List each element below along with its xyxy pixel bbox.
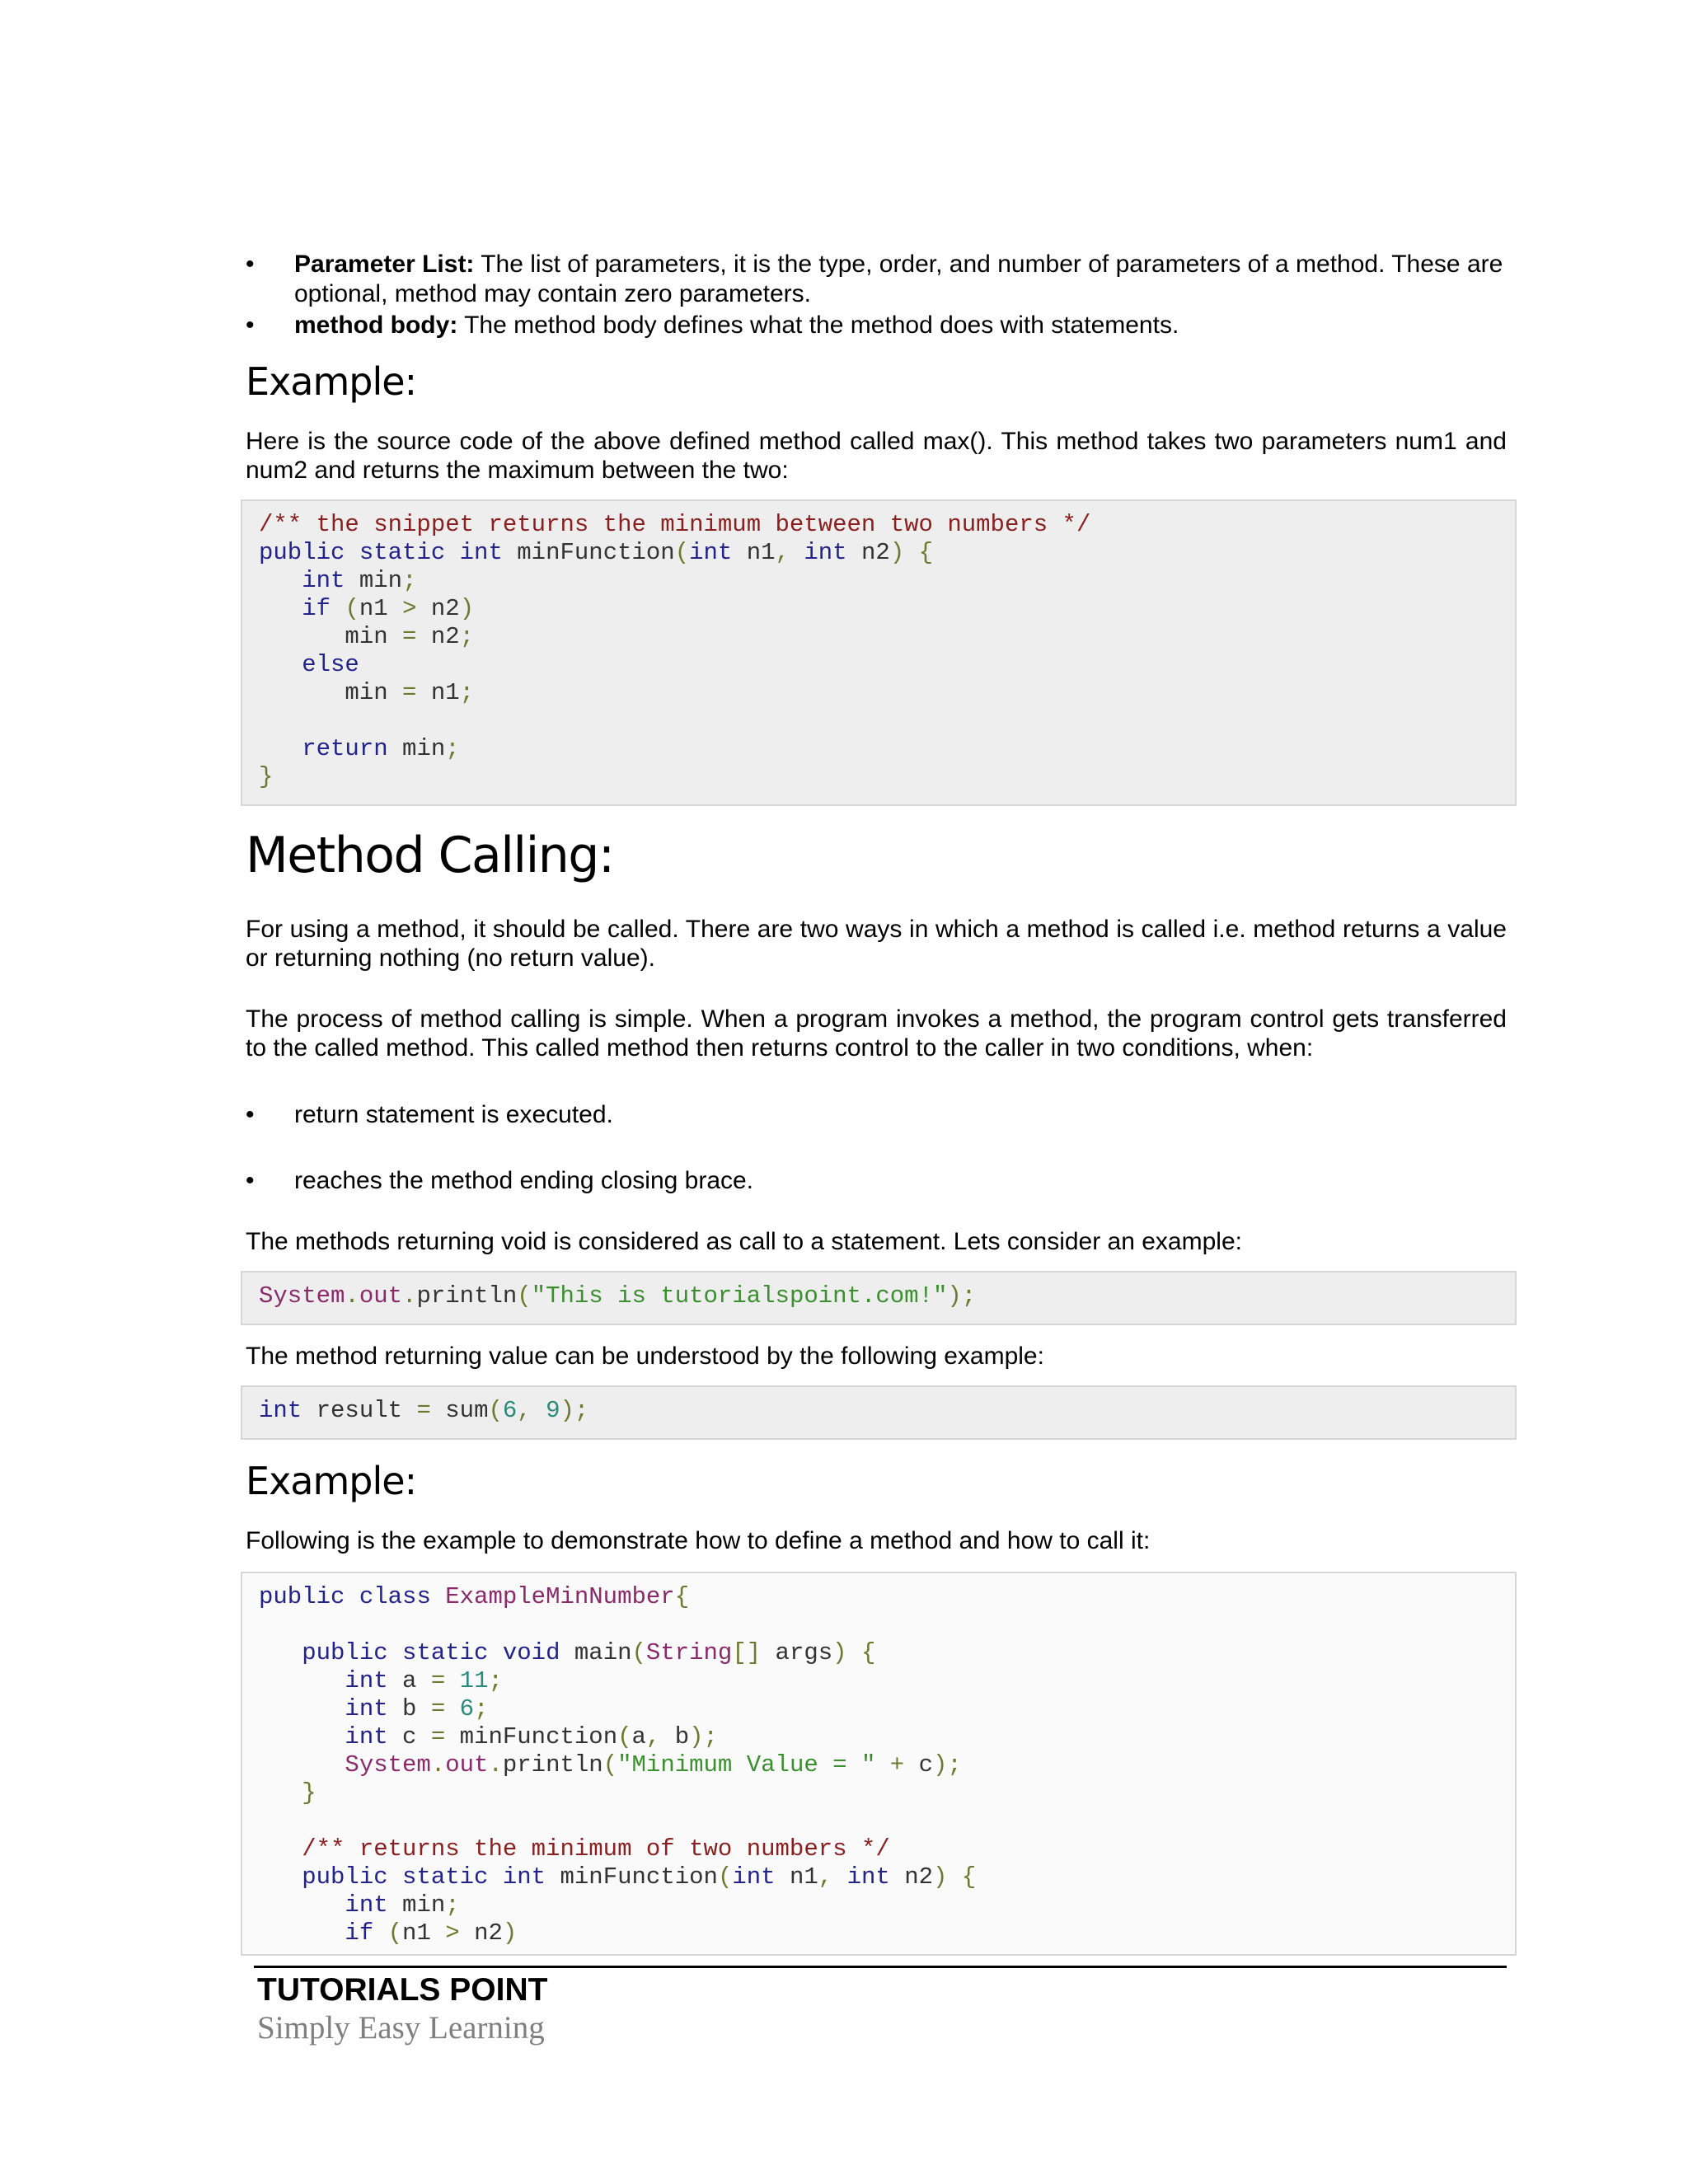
section-heading: Example: xyxy=(246,1459,417,1503)
code-line: /** the snippet returns the minimum between two numbers */ xyxy=(259,511,1091,538)
code-line: public static int minFunction(int n1, int n2) { xyxy=(259,539,934,566)
code-block xyxy=(241,499,1517,806)
footer-divider xyxy=(254,1966,1507,1968)
code-line xyxy=(259,707,1515,735)
bullet-term: method body: xyxy=(294,312,458,339)
code-block xyxy=(241,1271,1517,1325)
code-line: System.out.println("Minimum Value = " + c); xyxy=(345,1751,962,1779)
bullet-text: reaches the method ending closing brace. xyxy=(294,1167,754,1194)
code-line: } xyxy=(302,1779,316,1807)
list-item xyxy=(0,1100,1688,1130)
bullet-icon: • xyxy=(246,251,255,278)
code-line: int b = 6; xyxy=(345,1695,489,1722)
section-heading: Example: xyxy=(246,359,417,404)
paragraph: Here is the source code of the above defined method called max(). This method takes two parameters num1 and num2 and returns the maximum between the two: xyxy=(246,428,1507,484)
code-line: System.out.println("This is tutorialspoint.com!"); xyxy=(259,1282,977,1310)
paragraph: The process of method calling is simple. When a program invokes a method, the program control gets transferred to the called method. This called method then returns control to the caller in two conditions, when: xyxy=(246,1005,1507,1062)
footer-brand: TUTORIALS POINT xyxy=(257,1972,548,2008)
paragraph: For using a method, it should be called. There are two ways in which a method is called i.e. method returns a value or returning nothing (no return value). xyxy=(246,916,1507,972)
bullet-icon: • xyxy=(246,312,255,339)
code-line: int result = sum(6, 9); xyxy=(259,1397,589,1424)
code-line: if (n1 > n2) xyxy=(345,1919,518,1947)
code-line xyxy=(259,1611,1515,1639)
list-item xyxy=(0,311,1688,340)
code-line: min = n2; xyxy=(259,623,475,650)
code-line: if (n1 > n2) xyxy=(302,595,475,622)
code-line: int a = 11; xyxy=(345,1667,503,1694)
section-heading: Method Calling: xyxy=(246,827,614,884)
footer-tagline: Simply Easy Learning xyxy=(257,2010,545,2046)
code-line: else xyxy=(302,651,359,678)
code-line: return min; xyxy=(302,735,460,762)
bullet-text: return statement is executed. xyxy=(294,1101,613,1128)
bullet-icon: • xyxy=(246,1101,255,1128)
list-item xyxy=(0,250,1688,309)
code-line: min = n1; xyxy=(259,679,475,706)
code-line xyxy=(259,1807,1515,1835)
list-item xyxy=(0,1166,1688,1196)
paragraph: Following is the example to demonstrate how to define a method and how to call it: xyxy=(246,1527,1151,1554)
bullet-icon: • xyxy=(246,1167,255,1194)
code-line: public static void main(String[] args) { xyxy=(302,1639,876,1666)
paragraph: The methods returning void is considered as call to a statement. Lets consider an example: xyxy=(246,1228,1242,1255)
code-line: int min; xyxy=(302,567,417,594)
code-block xyxy=(241,1385,1517,1440)
code-line: } xyxy=(259,763,274,790)
code-line: public static int minFunction(int n1, int n2) { xyxy=(302,1863,977,1891)
code-line: public class ExampleMinNumber{ xyxy=(259,1583,690,1610)
bullet-text: The method body defines what the method does with statements. xyxy=(457,312,1179,339)
code-line: /** returns the minimum of two numbers */ xyxy=(302,1835,890,1863)
code-line: int min; xyxy=(345,1891,460,1919)
code-block xyxy=(241,1572,1517,1956)
code-line: int c = minFunction(a, b); xyxy=(345,1723,718,1750)
paragraph: The method returning value can be understood by the following example: xyxy=(246,1343,1044,1370)
bullet-term: Parameter List: xyxy=(294,251,475,278)
bullet-text: The list of parameters, it is the type, order, and number of parameters of a method. These are optional, method may contain zero parameters. xyxy=(294,251,1503,307)
